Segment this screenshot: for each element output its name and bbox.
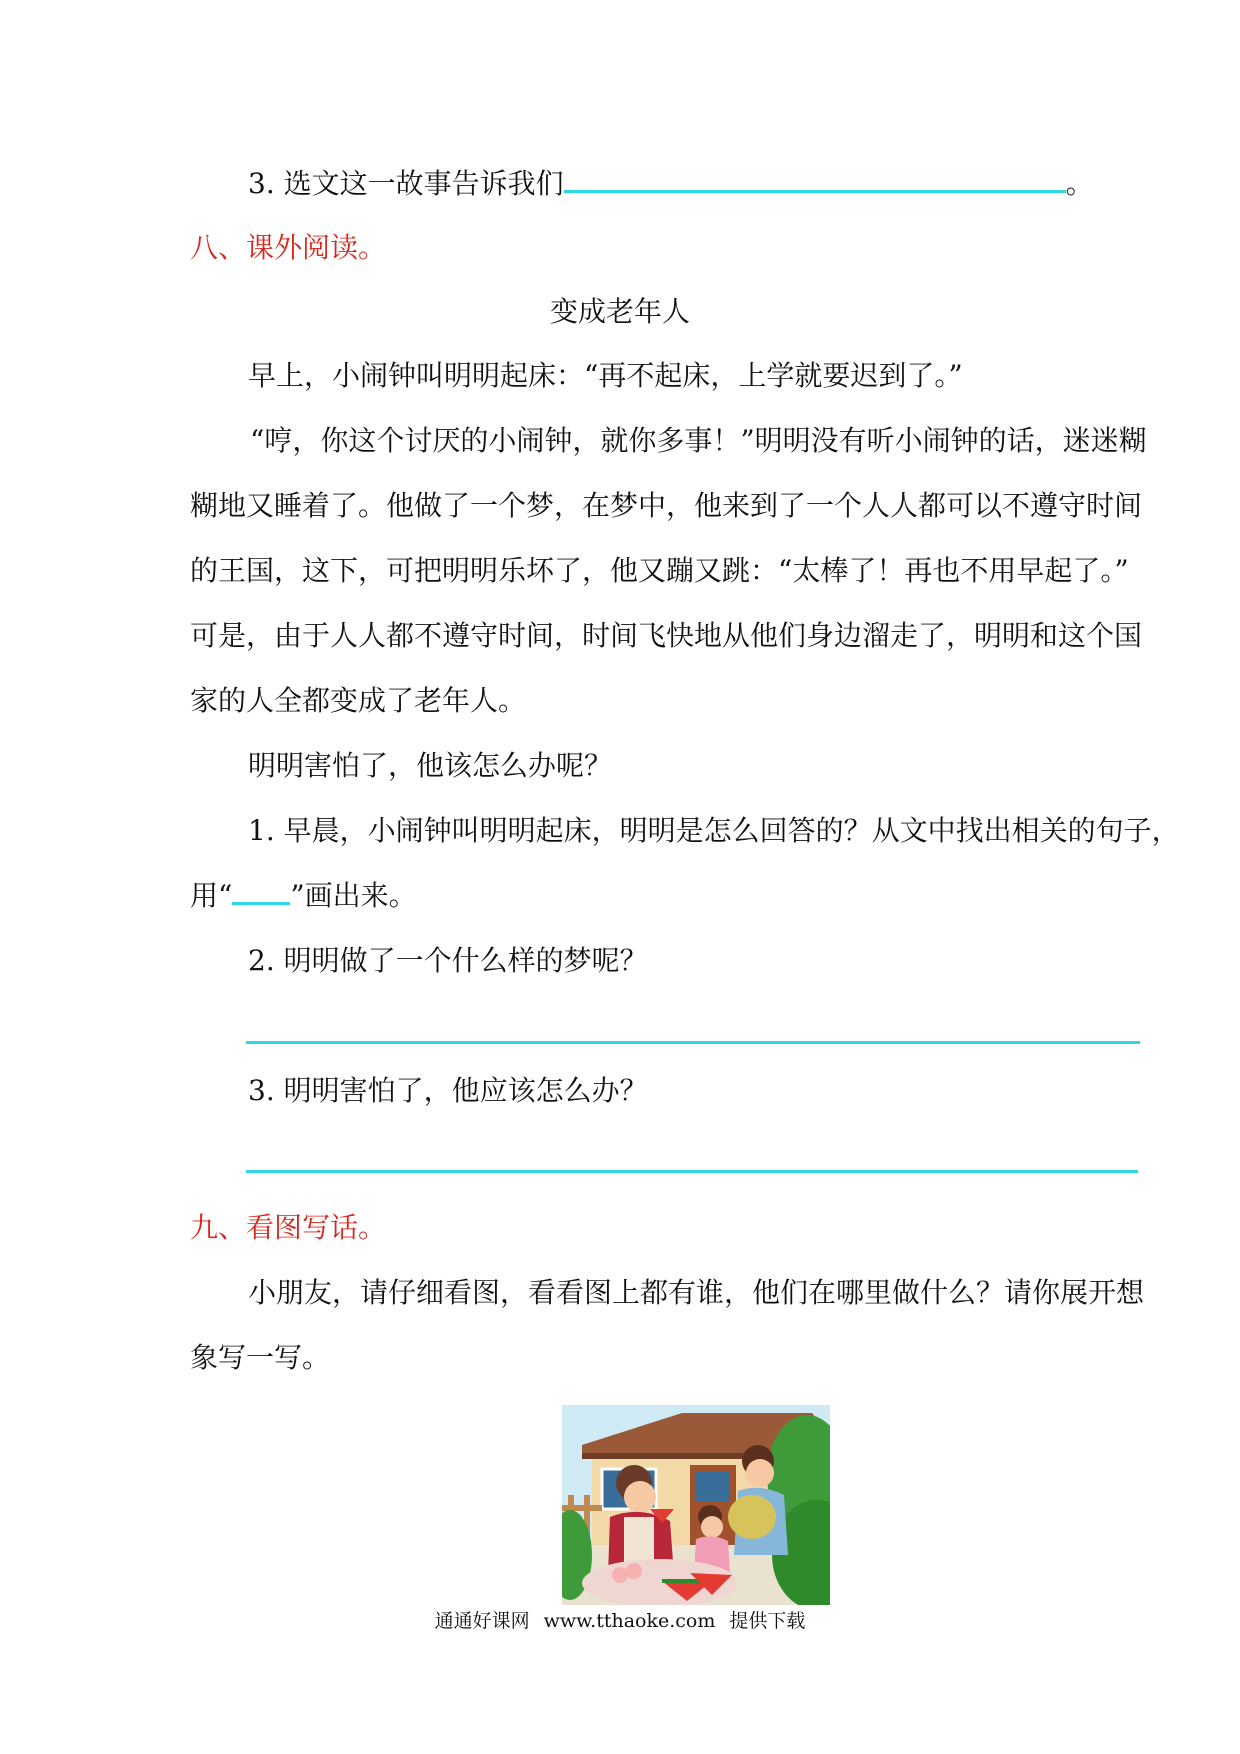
question-1-line-2 — [190, 876, 417, 916]
footer-url[interactable]: www.tthaoke.com — [543, 1610, 716, 1632]
section-9-instruction-line-2: 象写一写。 — [190, 1341, 331, 1374]
answer-line-q3[interactable] — [246, 1170, 1138, 1173]
story-title: 变成老年人 — [549, 295, 690, 328]
section-9-instruction-line-1: 小朋友，请仔细看图，看看图上都有谁，他们在哪里做什么？请你展开想 — [248, 1276, 1145, 1309]
story-paragraph: 的王国，这下，可把明明乐坏了，他又蹦又跳：“太棒了！再也不用早起了。” — [190, 554, 1129, 587]
prev-question-3 — [248, 164, 1094, 204]
footer-suffix: 提供下载 — [729, 1610, 806, 1632]
question-1-pre: 用“ — [190, 879, 233, 912]
picture-family-eating-watermelon — [562, 1405, 830, 1605]
section-8-heading: 八、课外阅读。 — [190, 231, 387, 264]
story-paragraph: 早上，小闹钟叫明明起床：“再不起床，上学就要迟到了。” — [248, 359, 963, 392]
prev-question-text: 3. 选文这一故事告诉我们 — [248, 167, 564, 200]
story-paragraph: 家的人全都变成了老年人。 — [190, 684, 527, 717]
question-1-post: ”画出来。 — [290, 879, 417, 912]
story-paragraph: 明明害怕了，他该怎么办呢？ — [248, 749, 613, 782]
underline-sample — [232, 901, 290, 905]
footer-site-name: 通通好课网 — [434, 1610, 530, 1632]
section-9-heading: 九、看图写话。 — [190, 1211, 387, 1244]
answer-line-q2[interactable] — [246, 1041, 1140, 1044]
page-footer — [0, 1608, 1240, 1634]
story-paragraph: “哼，你这个讨厌的小闹钟，就你多事！”明明没有听小闹钟的话，迷迷糊 — [250, 424, 1147, 457]
story-paragraph: 可是，由于人人都不遵守时间，时间飞快地从他们身边溜走了，明明和这个国 — [190, 619, 1143, 652]
story-paragraph: 糊地又睡着了。他做了一个梦，在梦中，他来到了一个人人都可以不遵守时间 — [190, 489, 1143, 522]
question-1-line-1: 1. 早晨，小闹钟叫明明起床，明明是怎么回答的？从文中找出相关的句子， — [248, 814, 1180, 847]
question-3: 3. 明明害怕了，他应该怎么办？ — [248, 1074, 648, 1107]
prev-question-end: 。 — [1065, 167, 1094, 200]
answer-blank[interactable] — [564, 189, 1066, 193]
illustration — [562, 1405, 830, 1605]
question-2: 2. 明明做了一个什么样的梦呢？ — [248, 944, 648, 977]
